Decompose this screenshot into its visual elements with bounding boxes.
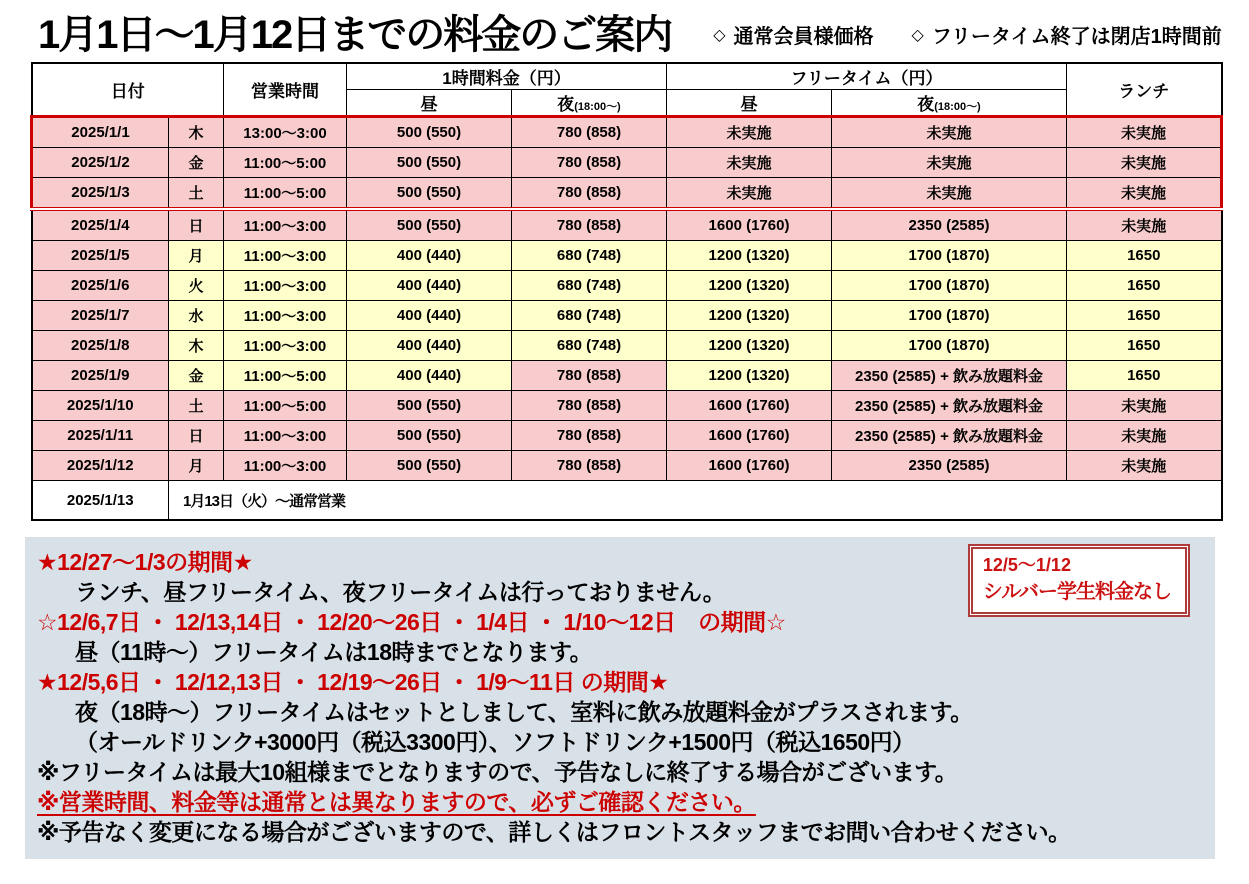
cell-freetime_day: 1200 (1320): [667, 271, 832, 301]
price-table: [30, 62, 1223, 521]
cell-hour_night: 780 (858): [512, 148, 667, 178]
cell-date: 2025/1/8: [32, 331, 169, 361]
cell-hour_night: 780 (858): [512, 209, 667, 241]
cell-date: 2025/1/4: [32, 209, 169, 241]
cell-weekday: 月: [169, 451, 224, 481]
note-line: ※予告なく変更になる場合がございますので、詳しくはフロントスタッフまでお問い合わせください。: [37, 819, 1071, 845]
notes-panel: [25, 537, 1215, 859]
cell-weekday: 日: [169, 421, 224, 451]
cell-hours: 11:00～3:00: [224, 271, 347, 301]
cell-lunch: 未実施: [1067, 421, 1222, 451]
cell-hours: 11:00～5:00: [224, 391, 347, 421]
cell-hour_night: 680 (748): [512, 241, 667, 271]
title-note-member-price: [713, 20, 873, 49]
cell-freetime_night: 2350 (2585) + 飲み放題料金: [832, 361, 1067, 391]
cell-freetime_night: 未実施: [832, 117, 1067, 148]
cell-hours: 11:00～3:00: [224, 301, 347, 331]
price-table-header: [32, 63, 1222, 117]
note-line: （オールドリンク+3000円（税込3300円）、ソフトドリンク+1500円（税込1650円）: [75, 729, 915, 755]
cell-hours: 11:00～5:00: [224, 148, 347, 178]
col-header-hourly-day: 昼: [347, 90, 512, 117]
cell-date: 2025/1/10: [32, 391, 169, 421]
cell-lunch: 1650: [1067, 241, 1222, 271]
note-line: ★12/5,6日 ・ 12/12,13日 ・ 12/19～26日 ・ 1/9～11日 の期間★: [37, 669, 669, 695]
cell-freetime_day: 1600 (1760): [667, 451, 832, 481]
cell-lunch: 未実施: [1067, 148, 1222, 178]
cell-freetime_night: 2350 (2585) + 飲み放題料金: [832, 421, 1067, 451]
cell-freetime_day: 1200 (1320): [667, 241, 832, 271]
col-header-freetime: フリータイム（円）: [667, 63, 1067, 90]
cell-date: 2025/1/1: [32, 117, 169, 148]
note-line: ★12/27～1/3の期間★: [37, 549, 253, 575]
cell-date: 2025/1/12: [32, 451, 169, 481]
cell-freetime_day: 未実施: [667, 117, 832, 148]
title-notes: [713, 20, 1222, 56]
silver-student-box: [968, 544, 1190, 617]
note-line: ※フリータイムは最大10組様までとなりますので、予告なしに終了する場合がございます。: [37, 759, 958, 785]
cell-date: 2025/1/7: [32, 301, 169, 331]
cell-freetime_night: 1700 (1870): [832, 241, 1067, 271]
cell-hours: 11:00～3:00: [224, 241, 347, 271]
diamond-icon: ◇: [713, 26, 726, 44]
cell-hour_day: 500 (550): [347, 451, 512, 481]
cell-freetime_night: 1700 (1870): [832, 331, 1067, 361]
note-line: ☆12/6,7日 ・ 12/13,14日 ・ 12/20～26日 ・ 1/4日 ・ 1/10～12日 の期間☆: [37, 609, 786, 635]
cell-hour_day: 500 (550): [347, 178, 512, 210]
cell-lunch: 1650: [1067, 331, 1222, 361]
cell-freetime_night: 2350 (2585): [832, 451, 1067, 481]
cell-lunch: 未実施: [1067, 178, 1222, 210]
cell-hour_night: 780 (858): [512, 117, 667, 148]
cell-hour_day: 500 (550): [347, 421, 512, 451]
cell-freetime_night: 2350 (2585) + 飲み放題料金: [832, 391, 1067, 421]
col-header-freetime-night: 夜(18:00～): [832, 90, 1067, 117]
cell-lunch: 未実施: [1067, 209, 1222, 241]
cell-date: 2025/1/11: [32, 421, 169, 451]
cell-freetime_day: 1600 (1760): [667, 391, 832, 421]
cell-freetime_day: 1200 (1320): [667, 361, 832, 391]
col-header-hourly: 1時間料金（円）: [347, 63, 667, 90]
cell-hours: 11:00～5:00: [224, 361, 347, 391]
col-header-date: 日付: [32, 63, 224, 117]
cell-hours: 11:00～5:00: [224, 178, 347, 210]
cell-freetime_day: 未実施: [667, 178, 832, 210]
cell-hours: 11:00～3:00: [224, 209, 347, 241]
cell-weekday: 土: [169, 391, 224, 421]
title-note-freetime-end: [912, 20, 1222, 49]
title-row: [0, 0, 1249, 56]
cell-date: 2025/1/9: [32, 361, 169, 391]
cell-freetime_day: 1200 (1320): [667, 301, 832, 331]
cell-weekday: 火: [169, 271, 224, 301]
title-note-member-price-label: 通常会員様価格: [733, 26, 874, 48]
cell-hour_night: 780 (858): [512, 391, 667, 421]
cell-lunch: 1650: [1067, 301, 1222, 331]
cell-date: 2025/1/2: [32, 148, 169, 178]
cell-date: 2025/1/3: [32, 178, 169, 210]
cell-hour_day: 500 (550): [347, 391, 512, 421]
col-header-hours: 営業時間: [224, 63, 347, 117]
cell-hour_night: 680 (748): [512, 301, 667, 331]
cell-lunch: 未実施: [1067, 451, 1222, 481]
diamond-icon: ◇: [911, 26, 924, 44]
cell-hour_day: 500 (550): [347, 117, 512, 148]
cell-hour_day: 500 (550): [347, 209, 512, 241]
cell-weekday: 金: [169, 361, 224, 391]
cell-hours: 11:00～3:00: [224, 451, 347, 481]
cell-freetime_day: 1600 (1760): [667, 421, 832, 451]
cell-weekday: 日: [169, 209, 224, 241]
cell-freetime_day: 1200 (1320): [667, 331, 832, 361]
cell-lunch: 未実施: [1067, 391, 1222, 421]
silver-student-label: シルバー学生料金なし: [982, 581, 1171, 603]
cell-hour_night: 780 (858): [512, 421, 667, 451]
col-header-lunch: ランチ: [1067, 63, 1222, 117]
title-note-freetime-end-label: フリータイム終了は閉店1時間前: [931, 26, 1222, 48]
cell-hour_day: 400 (440): [347, 271, 512, 301]
cell-freetime_night: 1700 (1870): [832, 271, 1067, 301]
cell-weekday: 木: [169, 117, 224, 148]
cell-hour_night: 680 (748): [512, 331, 667, 361]
page-title: 1月1日～1月12日までの料金のご案内: [38, 13, 672, 57]
cell-hour_night: 780 (858): [512, 178, 667, 210]
cell-weekday: 水: [169, 301, 224, 331]
cell-freetime_day: 未実施: [667, 148, 832, 178]
cell-date: 2025/1/13: [32, 481, 169, 521]
cell-hours: 11:00～3:00: [224, 331, 347, 361]
silver-student-period: 12/5～1/12: [982, 555, 1071, 575]
cell-hour_day: 500 (550): [347, 148, 512, 178]
cell-hour_day: 400 (440): [347, 361, 512, 391]
col-header-freetime-day: 昼: [667, 90, 832, 117]
cell-freetime_night: 未実施: [832, 178, 1067, 210]
note-line: 昼（11時～）フリータイムは18時までとなります。: [75, 639, 593, 665]
cell-hour_night: 780 (858): [512, 361, 667, 391]
note-line: 夜（18時～）フリータイムはセットとしまして、室料に飲み放題料金がプラスされます。: [75, 699, 973, 725]
note-line: ランチ、昼フリータイム、夜フリータイムは行っておりません。: [75, 579, 726, 605]
cell-hour_day: 400 (440): [347, 301, 512, 331]
cell-freetime_night: 2350 (2585): [832, 209, 1067, 241]
cell-hour_day: 400 (440): [347, 331, 512, 361]
cell-hour_day: 400 (440): [347, 241, 512, 271]
cell-notice-text: 1月13日（火）～通常営業: [169, 481, 1222, 521]
cell-date: 2025/1/5: [32, 241, 169, 271]
cell-lunch: 1650: [1067, 361, 1222, 391]
cell-date: 2025/1/6: [32, 271, 169, 301]
cell-hours: 13:00～3:00: [224, 117, 347, 148]
col-header-hourly-night: 夜(18:00～): [512, 90, 667, 117]
cell-weekday: 木: [169, 331, 224, 361]
cell-weekday: 月: [169, 241, 224, 271]
price-table-body: [32, 117, 1222, 521]
cell-lunch: 未実施: [1067, 117, 1222, 148]
cell-hour_night: 680 (748): [512, 271, 667, 301]
note-line: ※営業時間、料金等は通常とは異なりますので、必ずご確認ください。: [37, 789, 756, 815]
cell-weekday: 金: [169, 148, 224, 178]
cell-lunch: 1650: [1067, 271, 1222, 301]
cell-freetime_day: 1600 (1760): [667, 209, 832, 241]
cell-weekday: 土: [169, 178, 224, 210]
cell-hours: 11:00～3:00: [224, 421, 347, 451]
cell-freetime_night: 1700 (1870): [832, 301, 1067, 331]
cell-freetime_night: 未実施: [832, 148, 1067, 178]
cell-hour_night: 780 (858): [512, 451, 667, 481]
